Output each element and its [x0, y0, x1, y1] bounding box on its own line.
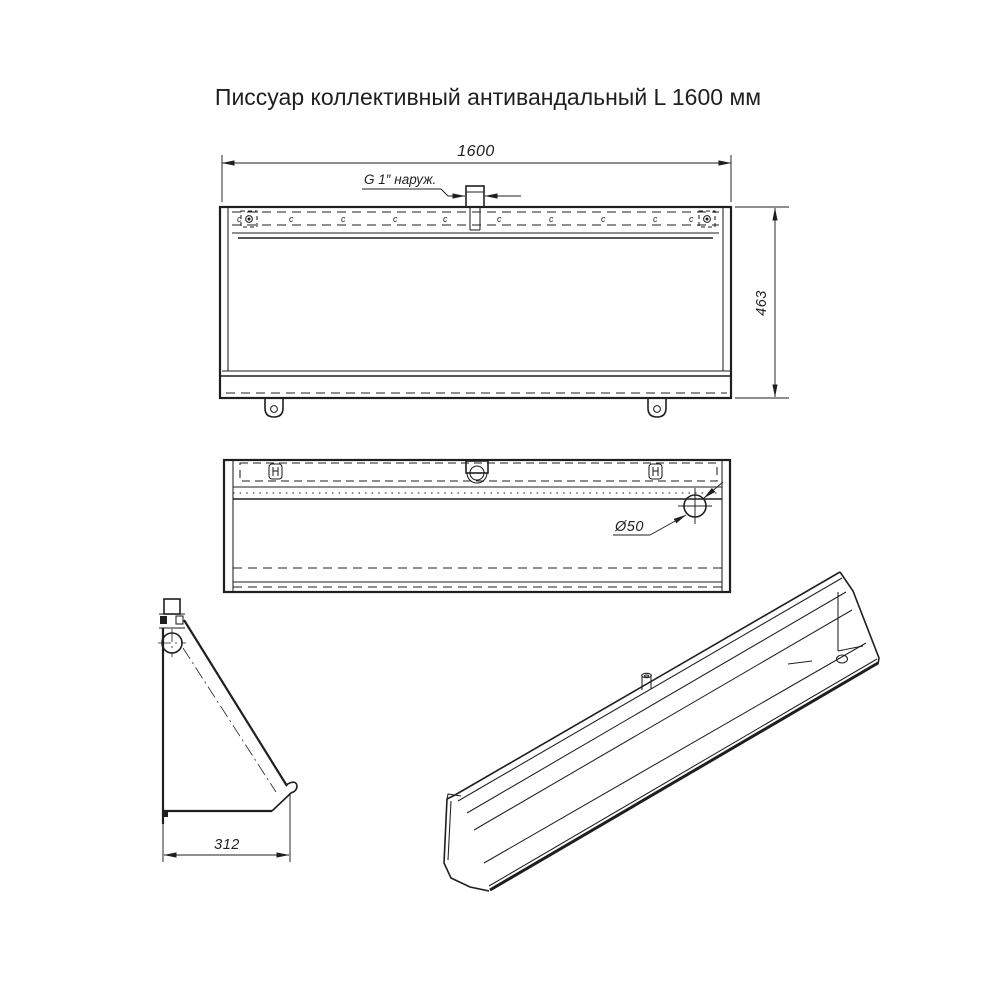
fitting-callout — [362, 172, 521, 196]
spray-hole-mark: c — [237, 214, 242, 224]
width-dimension — [222, 143, 731, 202]
spray-hole-mark: c — [549, 214, 554, 224]
depth-dim-text: 312 — [214, 837, 240, 853]
pipe-clip-right — [649, 464, 662, 479]
plan-view — [224, 460, 730, 592]
width-dim-text: 1600 — [457, 143, 495, 160]
spray-hole-mark: c — [289, 214, 294, 224]
height-dim-text: 463 — [754, 290, 770, 316]
front-view — [220, 143, 789, 417]
inlet-fitting-top — [466, 461, 488, 483]
spray-hole-mark: c — [689, 214, 694, 224]
spray-hole-mark: c — [393, 214, 398, 224]
spray-hole-mark: c — [601, 214, 606, 224]
spray-hole-marks — [237, 214, 694, 224]
clamp-block — [160, 616, 167, 624]
spray-hole-mark: c — [341, 214, 346, 224]
height-dimension — [735, 207, 789, 398]
isometric-view — [444, 572, 879, 891]
fitting-label: G 1″ наруж. — [364, 172, 437, 187]
mounting-tab-left — [265, 398, 283, 417]
spray-hole-mark: c — [443, 214, 448, 224]
pipe-clip-left — [269, 464, 282, 479]
depth-dimension — [163, 794, 290, 862]
mounting-tab-right — [648, 398, 666, 417]
side-view — [158, 599, 297, 862]
spray-hole-mark: c — [653, 214, 658, 224]
spray-hole-mark: c — [497, 214, 502, 224]
drain-dim-text: Ø50 — [615, 519, 644, 535]
drawing-title: Писсуар коллективный антивандальный L 1600 мм — [214, 84, 762, 110]
front-lip — [272, 782, 297, 811]
end-cap-left — [444, 794, 489, 891]
